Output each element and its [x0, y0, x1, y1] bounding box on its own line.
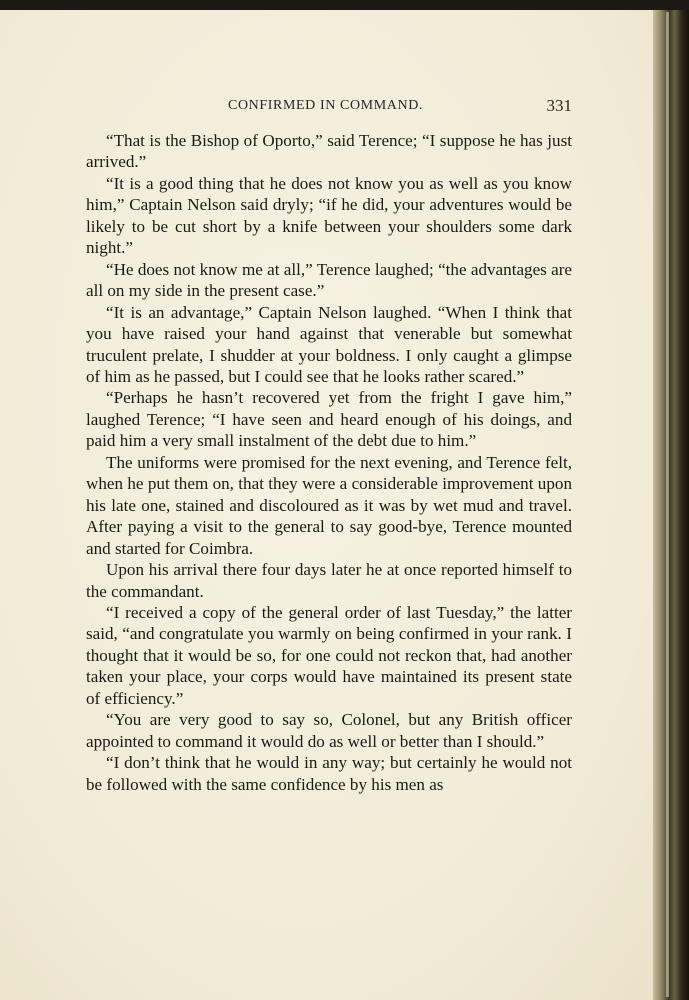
paragraph: “You are very good to say so, Colonel, but any British officer appointed to command it would do as well or better than I should.”: [86, 710, 572, 751]
paragraph: “It is an advantage,” Captain Nelson laughed. “When I think that you have raised your hand against that venerable but somewhat truculent prelate, I shudder at your boldness. I only caught a glimpse of him as he passed, but I could see that he looks rather scared.”: [86, 302, 572, 386]
page-edge: [666, 12, 669, 997]
paragraph: The uniforms were promised for the next evening, and Terence felt, when he put them on, that they were a considerable improvement upon his late one, stained and discoloured as it was by wet mud and travel. After paying a visit to the general to say good-bye, Terence mounted and started for Coimbra.: [86, 452, 572, 558]
page-number: 331: [546, 96, 572, 115]
paragraph: Upon his arrival there four days later he at once reported himself to the commandant.: [86, 560, 572, 601]
paragraph: “That is the Bishop of Oporto,” said Terence; “I suppose he has just arrived.”: [86, 131, 572, 172]
book-spine-gutter: [653, 10, 689, 1000]
paragraph: “It is a good thing that he does not know you as well as you know him,” Captain Nelson said dryly; “if he did, your adventures would be likely to be cut short by a knife between your shoulders some dark night.”: [86, 173, 572, 258]
paragraph: “He does not know me at all,” Terence laughed; “the advantages are all on my side in the present case.”: [86, 259, 572, 301]
paragraph: “I received a copy of the general order of last Tuesday,” the latter said, “and congratulate you warmly on being confirmed in your rank. I thought that it would be so, for one could not reckon that, had another taken your place, your corps would have maintained its present state of efficiency.”: [86, 602, 572, 708]
running-title: CONFIRMED IN COMMAND.: [228, 98, 424, 113]
paragraph: “Perhaps he hasn’t recovered yet from the fright I gave him,” laughed Terence; “I have seen and heard enough of his doings, and paid him a very small instalment of the debt due to him.”: [86, 388, 572, 451]
paragraph: “I don’t think that he would in any way; but certainly he would not be followed with the same confidence by his men as: [86, 753, 572, 794]
running-header: [86, 96, 572, 120]
body-text: [86, 130, 572, 795]
